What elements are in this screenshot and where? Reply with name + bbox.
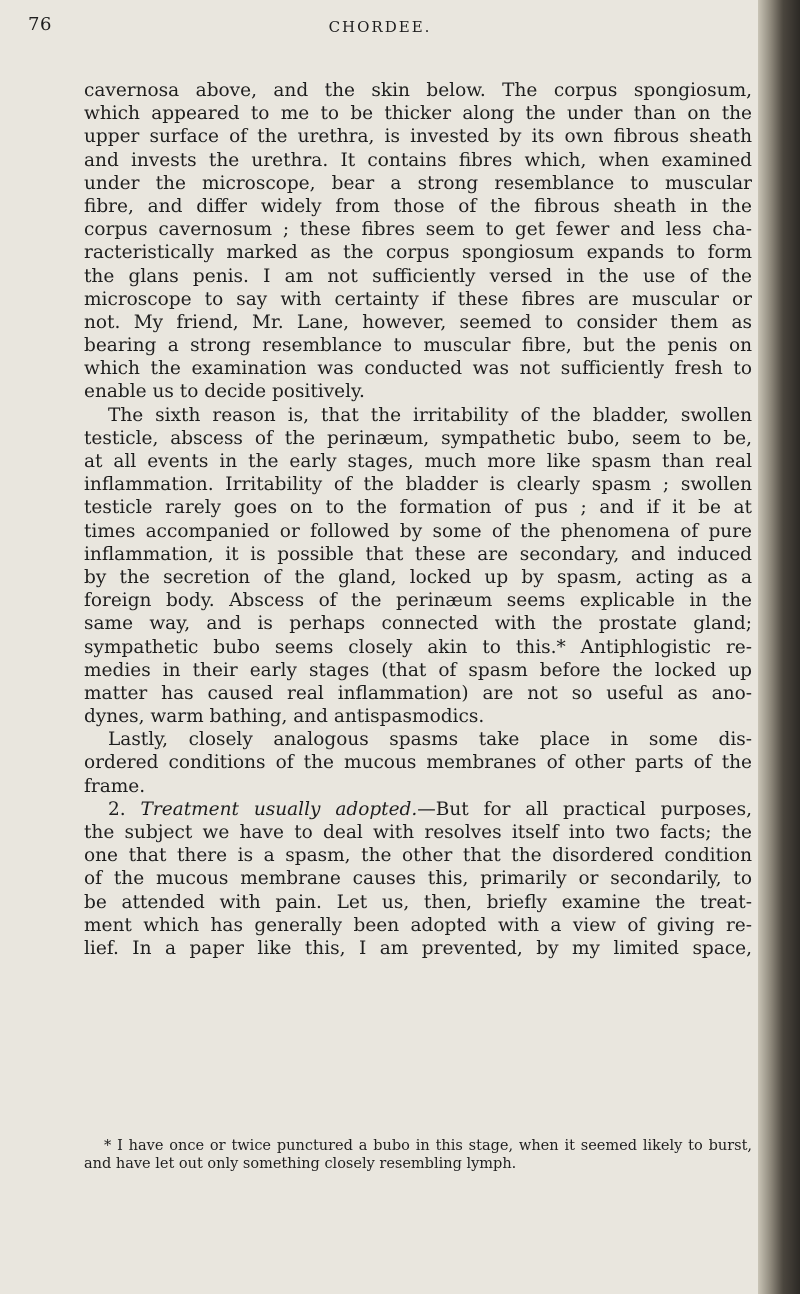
text-fragment: —But for all practical purposes, xyxy=(417,798,753,820)
text-line: Lastly, closely analogous spasms take place in some dis- xyxy=(108,729,752,751)
text-line: at all events in the early stages, much more like spasm than real xyxy=(84,451,752,472)
text-line: dynes, warm bathing, and antispasmodics. xyxy=(84,706,485,728)
page-number: 76 xyxy=(28,14,52,35)
text-line: not. My friend, Mr. Lane, however, seemed to consider them as xyxy=(84,311,752,333)
text-line: ordered conditions of the mucous membranes of other parts of the xyxy=(84,752,752,774)
text-line: which the examination was conducted was not sufficiently fresh to xyxy=(84,358,752,380)
text-line: sympathetic bubo seems closely akin to this.* Antiphlogistic re- xyxy=(84,636,752,658)
text-line: by the secretion of the gland, locked up by spasm, acting as a xyxy=(84,566,752,588)
text-line: microscope to say with certainty if these fibres are muscular or xyxy=(84,288,752,310)
text-line: cavernosa above, and the skin below. The corpus spongiosum, xyxy=(84,80,752,101)
text-line: one that there is a spasm, the other that the disordered condition xyxy=(84,845,752,867)
text-line: medies in their early stages (that of spasm before the locked up xyxy=(84,659,752,681)
text-line: ment which has generally been adopted with a view of giving re- xyxy=(84,914,752,936)
section-number: 2. xyxy=(108,798,126,820)
text-line: testicle rarely goes on to the formation of pus ; and if it be at xyxy=(84,497,752,519)
text-line: which appeared to me to be thicker along the under than on the xyxy=(84,103,752,125)
text-line: under the microscope, bear a strong resemblance to muscular xyxy=(84,172,752,194)
text-line: inflammation, it is possible that these are secondary, and induced xyxy=(84,543,752,565)
text-line: inflammation. Irritability of the bladder is clearly spasm ; swollen xyxy=(84,474,752,496)
text-line: times accompanied or followed by some of the phenomena of pure xyxy=(84,520,752,542)
text-line: testicle, abscess of the perinæum, sympathetic bubo, seem to be, xyxy=(84,427,752,449)
text-line: and invests the urethra. It contains fibres which, when examined xyxy=(84,149,752,171)
text-line: enable us to decide positively. xyxy=(84,381,365,403)
text-line: foreign body. Abscess of the perinæum seems explicable in the xyxy=(84,590,752,612)
text-line: lief. In a paper like this, I am prevented, by my limited space, xyxy=(84,937,752,959)
body-text xyxy=(84,79,752,960)
text-line: matter has caused real inflammation) are not so useful as ano- xyxy=(84,682,752,704)
page-header xyxy=(0,6,760,42)
footnote xyxy=(84,1137,752,1173)
section-heading-line xyxy=(84,798,752,821)
text-line: of the mucous membrane causes this, primarily or secondarily, to xyxy=(84,868,752,890)
text-line: fibre, and differ widely from those of the fibrous sheath in the xyxy=(84,195,752,217)
text-line: frame. xyxy=(84,775,146,797)
footnote-line: and have let out only something closely resembling lymph. xyxy=(84,1156,517,1172)
text-line: The sixth reason is, that the irritability of the bladder, swollen xyxy=(108,404,752,426)
text-line: same way, and is perhaps connected with the prostate gland; xyxy=(84,613,752,635)
text-line: racteristically marked as the corpus spongiosum expands to form xyxy=(84,242,752,264)
text-line: the subject we have to deal with resolves itself into two facts; the xyxy=(84,822,752,843)
text-line: bearing a strong resemblance to muscular fibre, but the penis on xyxy=(84,335,752,357)
text-line: be attended with pain. Let us, then, briefly examine the treat- xyxy=(84,891,752,913)
section-heading: Treatment usually adopted. xyxy=(140,798,418,820)
running-title: CHORDEE. xyxy=(328,18,432,36)
text-line: the glans penis. I am not sufficiently versed in the use of the xyxy=(84,265,752,287)
text-line: upper surface of the urethra, is invested by its own fibrous sheath xyxy=(84,126,752,148)
footnote-line: * I have once or twice punctured a bubo in this stage, when it seemed likely to burst, xyxy=(104,1138,752,1154)
text-line: corpus cavernosum ; these fibres seem to get fewer and less cha- xyxy=(84,219,752,241)
book-binding-edge xyxy=(758,0,800,1294)
